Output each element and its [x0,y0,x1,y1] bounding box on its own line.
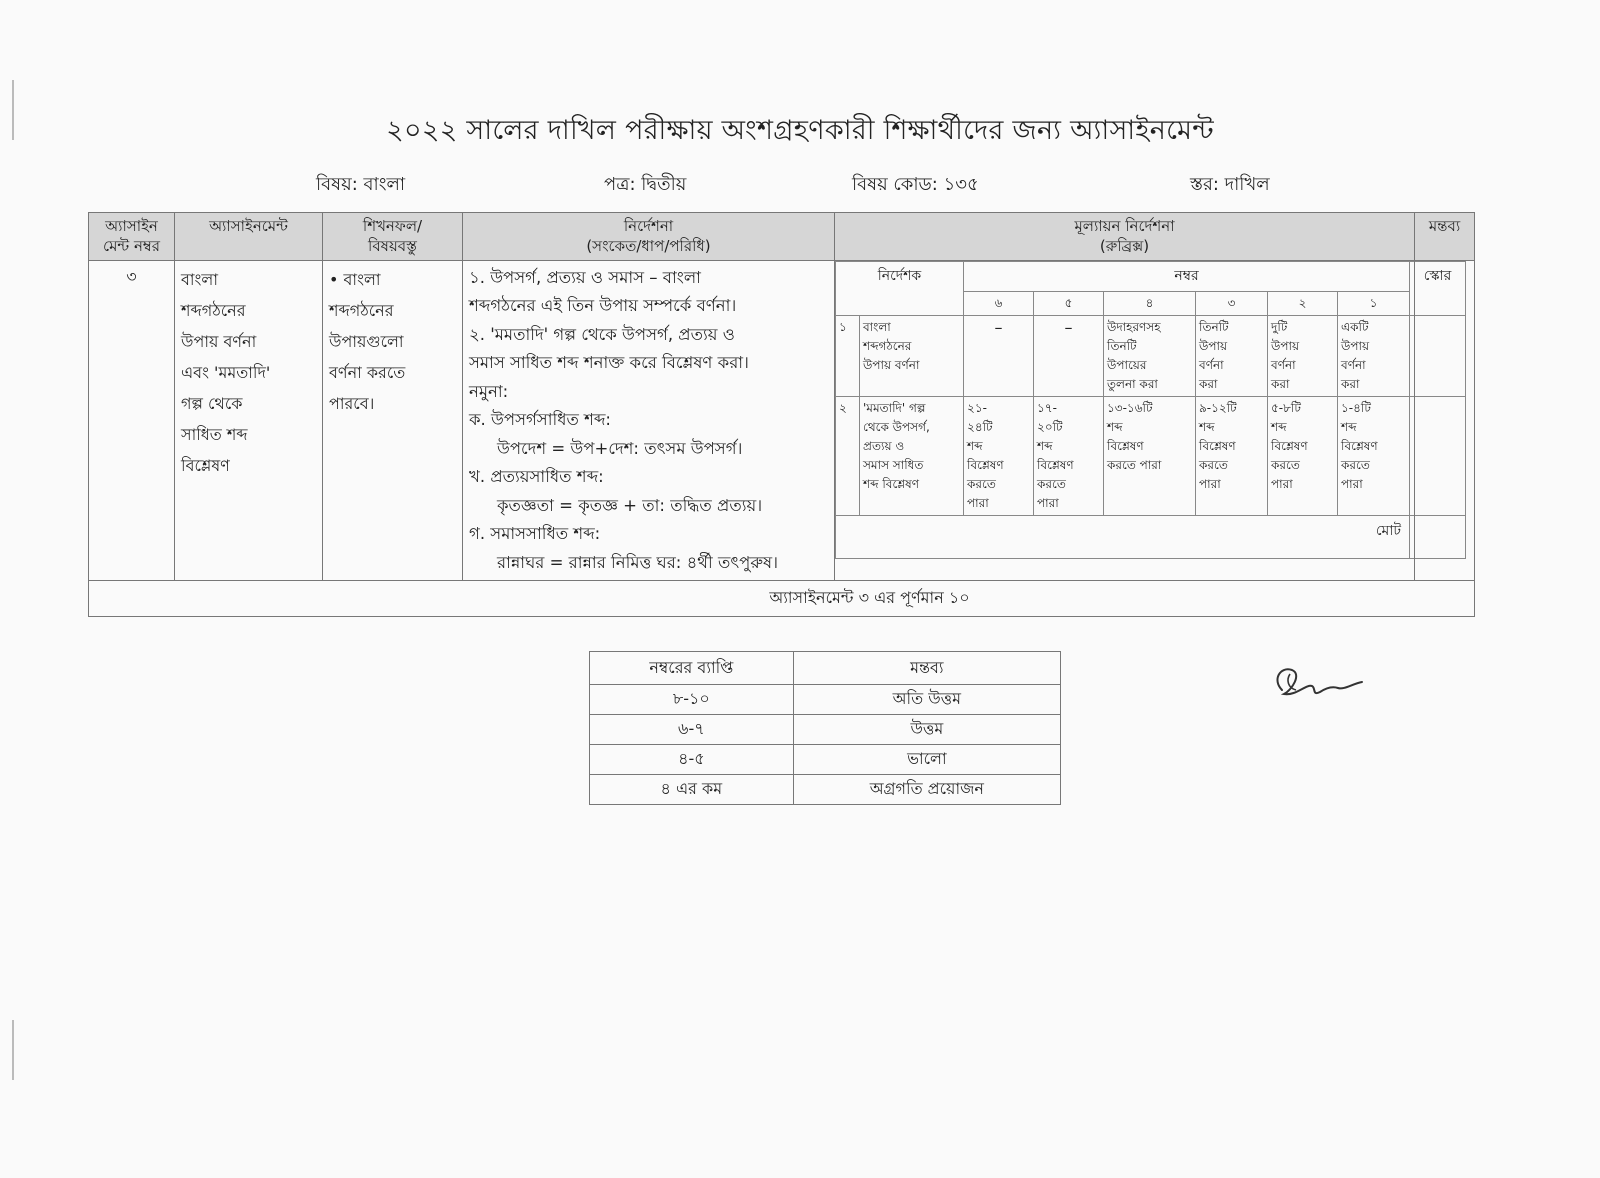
text-line: বিশ্লেষণ [181,455,230,475]
rubric-score-header: স্কোর [1410,261,1466,315]
rubric-indicator [860,315,964,396]
text-line: শব্দগঠনের [329,300,394,320]
grade-remark: উত্তম [793,715,1060,745]
text-line: বর্ণনা [1271,357,1296,372]
signature [1262,660,1372,710]
text-line: বর্ণনা করতে [329,362,406,382]
text-line: বর্ণনা [1199,357,1224,372]
mark-value: ৫ [1034,291,1104,315]
rubric-criterion [1104,396,1196,515]
text-line: ২৪টি [967,419,993,434]
text-line: সমাস সাধিত [863,457,924,472]
text-line: উপায় [1271,338,1300,353]
grade-remark: ভালো [793,745,1060,775]
text-line: উপায়গুলো [329,331,404,351]
text-line: করা [1271,376,1290,391]
text-line: ক. উপসর্গসাধিত শব্দ: [469,410,611,429]
grade-table [589,651,1061,805]
text-line: বর্ণনা [1341,357,1366,372]
text-line: তিনটি [1107,338,1137,353]
text-line: শব্দগঠনের [181,300,246,320]
text-line: করতে [967,476,996,491]
rubric-criterion [1104,315,1196,396]
grade-range: ৬-৭ [590,715,794,745]
text-line: উপায় বর্ণনা [181,331,257,351]
header-text: বিষয়বস্তু [368,237,417,256]
text-line: নমুনা: [469,381,509,401]
text-line: ১৩-১৬টি [1107,400,1153,415]
rubric-criterion: – [1034,315,1104,396]
grade-range: ৪ এর কম [590,775,794,805]
table-row [590,745,1061,775]
rubric-header-row [836,261,1466,291]
meta-paper: পত্র: দ্বিতীয় [604,174,687,195]
rubric-criterion [1268,396,1338,515]
grade-range: ৮-১০ [590,685,794,715]
text-line: শব্দ বিশ্লেষণ [863,476,919,491]
grade-remark: অগ্রগতি প্রয়োজন [793,775,1060,805]
text-line: শব্দ [1107,419,1123,434]
text-line: দুটি [1271,319,1288,334]
table-row [89,260,1475,581]
text-line: শব্দ [1341,419,1357,434]
text-line: ১. উপসর্গ, প্রত্যয় ও সমাস – বাংলা [469,267,701,287]
text-line: ২১- [967,400,987,415]
text-line: বিশ্লেষণ [1271,438,1308,453]
text-line: শব্দ [1037,438,1053,453]
assignment-number: ৩ [89,260,175,581]
text-line: খ. প্রত্যয়সাধিত শব্দ: [469,467,604,486]
text-line: উদাহরণসহ [1107,319,1161,334]
rubric-criterion [1196,396,1268,515]
text-line: পারা [1271,476,1293,491]
meta-subject: বিষয়: বাংলা [316,174,406,195]
text-line: তিনটি [1199,319,1229,334]
text-line: করা [1341,376,1360,391]
rubric-marks-header: নম্বর [964,261,1410,291]
remarks-cell [1415,260,1475,581]
text-line: প্রত্যয় ও [863,438,905,453]
rubric-total-label: মোট [836,515,1410,558]
table-row [590,775,1061,805]
grade-header-row [590,652,1061,685]
rubric-criterion: – [964,315,1034,396]
table-row [590,685,1061,715]
text-line: ৯-১২টি [1199,400,1237,415]
text-line: • বাংলা [329,269,381,289]
directions [463,260,835,581]
rubric-indicator-header: নির্দেশক [836,261,964,315]
text-line: 'মমতাদি' গল্প [863,400,926,415]
assignment-text [175,260,323,581]
text-line: উপায় [1199,338,1228,353]
grade-header-remark: মন্তব্য [793,652,1060,685]
text-line: ১-৪টি [1341,400,1371,415]
meta-code: বিষয় কোড: ১৩৫ [852,174,979,195]
rubric-table [835,261,1466,559]
rubric-serial: ১ [836,315,860,396]
header-remarks: মন্তব্য [1415,213,1475,261]
learning-outcome [323,260,463,581]
text-line: উপদেশ = উপ+দেশ: তৎসম উপসর্গ। [497,438,743,458]
text-line: সাধিত শব্দ [181,424,248,444]
text-line: শব্দগঠনের [863,338,912,353]
text-line: ১৭- [1037,400,1057,415]
text-line: করতে [1037,476,1066,491]
text-line: উপায়ের [1107,357,1147,372]
rubric-serial: ২ [836,396,860,515]
text-line: শব্দ [967,438,983,453]
text-line: পারা [967,495,989,510]
table-row [590,715,1061,745]
text-line: বিশ্লেষণ [1199,438,1236,453]
text-line: পারবে। [329,393,375,413]
header-text: মেন্ট নম্বর [102,237,161,256]
text-line: শব্দ [1271,419,1287,434]
text-line: পারা [1199,476,1221,491]
header-outcome [323,213,463,261]
text-line: পারা [1341,476,1363,491]
scan-edge-mark [12,1020,14,1080]
rubric-indicator [860,396,964,515]
grade-header-range: নম্বরের ব্যাপ্তি [590,652,794,685]
text-line: সমাস সাধিত শব্দ শনাক্ত করে বিশ্লেষণ করা। [469,353,749,372]
mark-value: ৬ [964,291,1034,315]
mark-value: ৪ [1104,291,1196,315]
header-text: মূল্যায়ন নির্দেশনা [1074,217,1175,235]
text-line: বিশ্লেষণ [1037,457,1074,472]
header-assignment: অ্যাসাইনমেন্ট [175,213,323,261]
text-line: এবং 'মমতাদি' [181,362,271,382]
header-text: (রুব্রিক্স) [1099,237,1150,256]
header-assignment-number [89,213,175,261]
text-line: গ. সমাসসাধিত শব্দ: [469,524,601,543]
mark-value: ১ [1338,291,1410,315]
text-line: শব্দ [1199,419,1215,434]
rubric-total-row [836,515,1466,558]
text-line: করতে পারা [1107,457,1162,472]
rubric-criterion [1338,315,1410,396]
rubric-criterion [964,396,1034,515]
mark-value: ৩ [1196,291,1268,315]
grade-remark: অতি উত্তম [793,685,1060,715]
text-line: ২. 'মমতাদি' গল্প থেকে উপসর্গ, প্রত্যয় ও [469,324,735,344]
rubric-criterion [1268,315,1338,396]
text-line: কৃতজ্ঞতা = কৃতজ্ঞ + তা: তদ্ধিত প্রত্যয়। [497,495,763,515]
rubric-row [836,315,1466,396]
text-line: করতে [1271,457,1300,472]
rubric-cell [835,260,1452,581]
header-text: (সংকেত/ধাপ/পরিধি) [586,237,711,256]
table-header-row [89,213,1475,261]
text-line: করতে [1199,457,1228,472]
header-evaluation [835,213,1415,261]
header-text: শিখনফল/ [362,217,423,235]
text-line: ৫-৮টি [1271,400,1301,415]
meta-level: স্তর: দাখিল [1190,174,1270,195]
full-marks-row [89,581,1475,617]
text-line: বিশ্লেষণ [967,457,1004,472]
text-line: ২০টি [1037,419,1063,434]
header-text: অ্যাসাইন [105,217,158,235]
assignment-table [88,212,1475,617]
mark-value: ২ [1268,291,1338,315]
text-line: থেকে উপসর্গ, [863,419,930,434]
text-line: বিশ্লেষণ [1341,438,1378,453]
rubric-row [836,396,1466,515]
text-line: শব্দগঠনের এই তিন উপায় সম্পর্কে বর্ণনা। [469,296,737,315]
text-line: তুলনা করা [1107,376,1158,391]
text-line: বাংলা [181,269,218,289]
document-title: ২০২২ সালের দাখিল পরীক্ষায় অংশগ্রহণকারী শিক্ষার্থীদের জন্য অ্যাসাইনমেন্ট [386,115,1214,146]
text-line: উপায় বর্ণনা [863,357,920,372]
rubric-criterion [1034,396,1104,515]
text-line: বিশ্লেষণ [1107,438,1144,453]
rubric-criterion [1196,315,1268,396]
text-line: রান্নাঘর = রান্নার নিমিত্ত ঘর: ৪র্থী তৎপুরুষ। [497,552,779,572]
text-line: গল্প থেকে [181,393,243,413]
text-line: করতে [1341,457,1370,472]
full-marks-label: অ্যাসাইনমেন্ট ৩ এর পূর্ণমান ১০ [89,581,1475,617]
text-line: একটি [1341,319,1369,334]
text-line: বাংলা [863,319,891,334]
rubric-criterion [1338,396,1410,515]
text-line: উপায় [1341,338,1370,353]
grade-range: ৪-৫ [590,745,794,775]
text-line: করা [1199,376,1218,391]
header-directions [463,213,835,261]
text-line: পারা [1037,495,1059,510]
header-text: নির্দেশনা [623,217,674,235]
